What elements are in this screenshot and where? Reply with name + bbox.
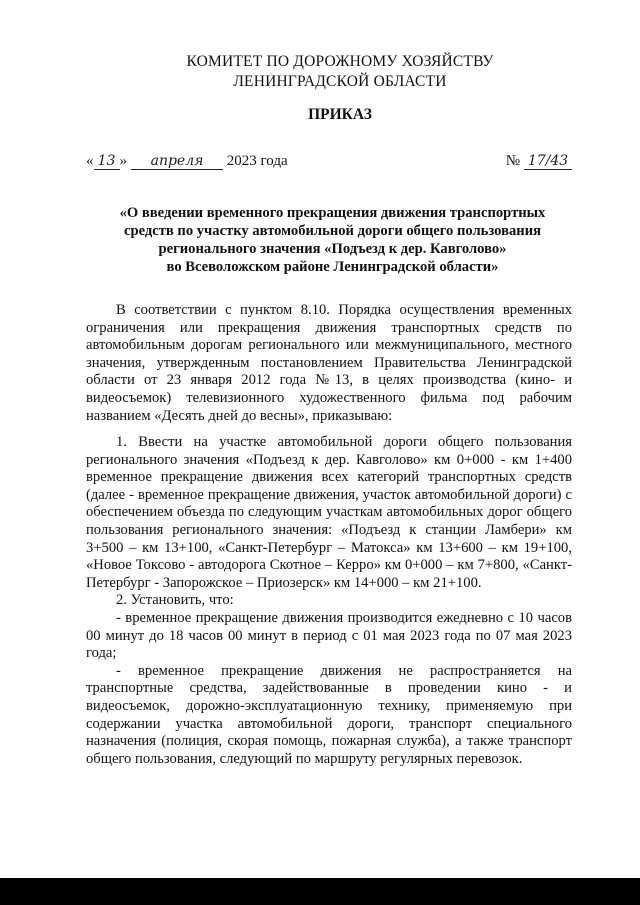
order-number xyxy=(506,153,572,170)
subject-line1: «О введении временного прекращения движения транспортных xyxy=(119,205,546,221)
order-date xyxy=(86,153,288,170)
subject-line2: средств по участку автомобильной дороги общего пользования xyxy=(123,223,542,239)
preamble-paragraph: В соответствии с пунктом 8.10. Порядка осуществления временных ограничения или прекращения движения транспортных средств по автомобильным дорогам регионального или межмуниципального, местного значения, утвержденным постановлением Правительства Ленинградской области от 23 января 2012 года №13, в целях производства (кино- и видеосъемок) телевизионного художественного фильма под рабочим названием «Десять дней до весны», приказываю: xyxy=(86,302,572,424)
handwritten-month: апреля xyxy=(131,153,223,170)
item-1-paragraph: 1. Ввести на участке автомобильной дороги общего пользования регионального значения «Подъезд к дер. Кавголово» км 0+000 - км 1+400 временное прекращение движения всех категорий транспортных средств (далее - временное прекращение движения, участок автомобильной дороги) с обеспечением объезда по следующим участкам автомобильных дорог общего пользования регионального значения: «Подъезд к станции Ламбери» км 3+500 – км 13+100, «Санкт-Петербург – Матокса» км 13+600 – км 19+100, «Новое Токсово - автодорога Скотное – Керро» км 0+000 – км 7+800, «Санкт-Петербург - Запорожское – Приозерск» км 14+000 – км 21+100. xyxy=(86,434,572,591)
preamble xyxy=(86,302,572,425)
committee-header xyxy=(0,52,640,92)
committee-name-line1: КОМИТЕТ ПО ДОРОЖНОМУ ХОЗЯЙСТВУ xyxy=(186,53,494,70)
number-label: № xyxy=(505,153,520,169)
order-subject xyxy=(100,204,565,276)
scan-bottom-edge xyxy=(0,878,640,905)
date-year: 2023 года xyxy=(226,153,288,169)
item-2a-paragraph: - временное прекращение движения производится ежедневно с 10 часов 00 минут до 18 часов 00 минут в период с 01 мая 2023 года по 07 мая 2023 года; xyxy=(86,609,572,662)
committee-name-line2: ЛЕНИНГРАДСКОЙ ОБЛАСТИ xyxy=(233,73,447,90)
handwritten-day: 13 xyxy=(94,153,120,170)
subject-line4: во Всеволожском районе Ленинградской области» xyxy=(166,259,499,275)
document-type-title: ПРИКАЗ xyxy=(308,106,372,123)
item-2-paragraph: 2. Установить, что: xyxy=(116,592,234,609)
date-open-quote: « xyxy=(86,153,94,169)
order-items xyxy=(86,434,572,768)
handwritten-number: 17/43 xyxy=(524,153,572,170)
item-2b-paragraph: - временное прекращение движения не распространяется на транспортные средства, задействованные в проведении кино - и видеосъемок, дорожно-эксплуатационную технику, применяемую при содержании участка автомобильной дороги, транспорт специального назначения (полиция, скорая помощь, пожарная служба), а также транспорт общего пользования, следующий по маршруту регулярных перевозок. xyxy=(86,662,572,767)
subject-line3: регионального значения «Подъезд к дер. Кавголово» xyxy=(158,241,507,257)
date-close-quote: » xyxy=(119,153,127,169)
date-number-row xyxy=(86,153,572,175)
